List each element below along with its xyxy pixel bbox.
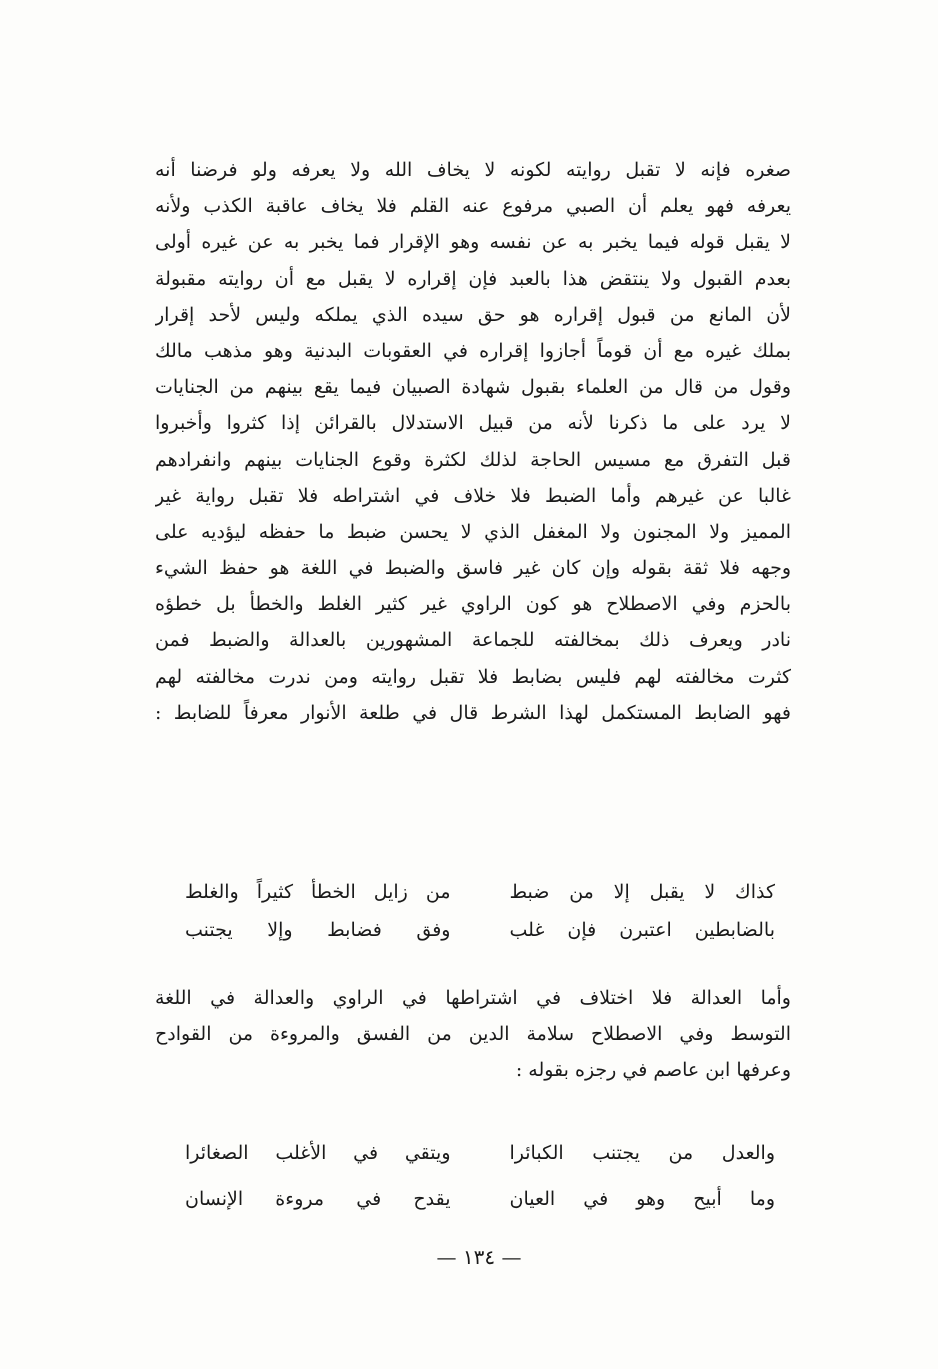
text-line: وقول من قال من العلماء بقبول شهادة الصبيان فيما يقع بينهم من الجنايات [155,376,791,399]
text-line: صغره فإنه لا تقبل روايته لكونه لا يخاف الله ولا يعرفه ولو فرضنا أنه [155,159,791,181]
page-number: — ١٣٤ — [436,1245,522,1269]
verse-second-hemistich: من زايل الخطأ كثيراً والغلط [185,881,451,903]
verse-first-hemistich: كذاك لا يقبل إلا من ضبط [509,881,775,903]
verse-row [185,1176,775,1222]
text-line: لا يقبل قوله فيما يخبر به عن نفسه وهو الإقرار فما يخبر به عن غيره أولى [155,231,791,254]
verse-first-hemistich: بالضابطين اعتبرن فإن غلب [509,919,775,941]
text-line: وجهه فلا ثقة بقوله وإن كان غير فاسق والضبط في اللغة هو حفظ الشيء [155,557,791,580]
text-line: قبل التفرق مع مسيس الحاجة لذلك لكثرة وقوع الجنايات بينهم وانفرادهم [155,448,791,471]
text-line: لا يرد على ما ذكرنا لأنه من قبيل الاستدلال بالقرائن إذا كثروا وأخبروا [155,412,791,435]
text-line: وعرفها ابن عاصم في رجزه بقوله : [515,1059,791,1082]
text-line: غالبا عن غيرهم وأما الضبط فلا خلاف في اشتراطه فلا تقبل رواية غير [155,484,791,507]
text-line: التوسط وفي الاصطلاح سلامة الدين من الفسق والمروءة من القوادح [155,1023,791,1046]
verse-first-hemistich: وما أبيح وهو في العيان [509,1188,775,1210]
poem-verse-2 [185,1130,775,1222]
text-line: كثرت مخالفته لهم فليس بضابط فلا تقبل روايته ومن ندرت مخالفته لهم [155,665,791,688]
verse-second-hemistich: وفق فضابط وإلا يجتنب [185,919,451,941]
verse-first-hemistich: والعدل من يجتنب الكبائرا [509,1142,775,1164]
main-text-block-2 [155,980,791,1089]
text-line: بالحزم وفي الاصطلاح هو كون الراوي غير كثير الغلط والخطأ بل خطؤه [155,593,791,616]
verse-row [185,911,775,949]
text-line: نادر ويعرف ذلك بمخالفته للجماعة المشهورين بالعدالة والضبط فمن [155,629,791,652]
text-line: لأن المانع من قبول إقراره هو حق سيده الذي يملكه وليس لأحد إقرار [155,303,791,326]
text-line: يعرفه فهو يعلم أن الصبي مرفوع عنه القلم فلا يخاف عاقبة الكذب ولأنه [155,195,791,218]
text-line: بعدم القبول ولا ينتقض هذا بالعبد فإن إقراره لا يقبل مع أن روايته مقبولة [155,267,791,290]
verse-second-hemistich: يقدح في مروءة الإنسان [185,1188,451,1210]
text-line: بملك غيره مع أن قوماً أجازوا إقراره في العقوبات البدنية وهو مذهب مالك [155,339,791,362]
poem-verse-1 [185,873,775,949]
verse-row [185,873,775,911]
text-line: فهو الضابط المستكمل لهذا الشرط قال في طلعة الأنوار معرفاً للضابط : [155,701,791,724]
main-text-block [155,152,791,731]
verse-second-hemistich: ويتقي في الأغلب الصغائرا [185,1142,451,1164]
verse-row [185,1130,775,1176]
text-line: وأما العدالة فلا اختلاف في اشتراطها في الراوي والعدالة في اللغة [155,987,791,1009]
text-line: المميز ولا المجنون ولا المغفل الذي لا يحسن ضبط ما حفظه ليؤديه على [155,520,791,543]
